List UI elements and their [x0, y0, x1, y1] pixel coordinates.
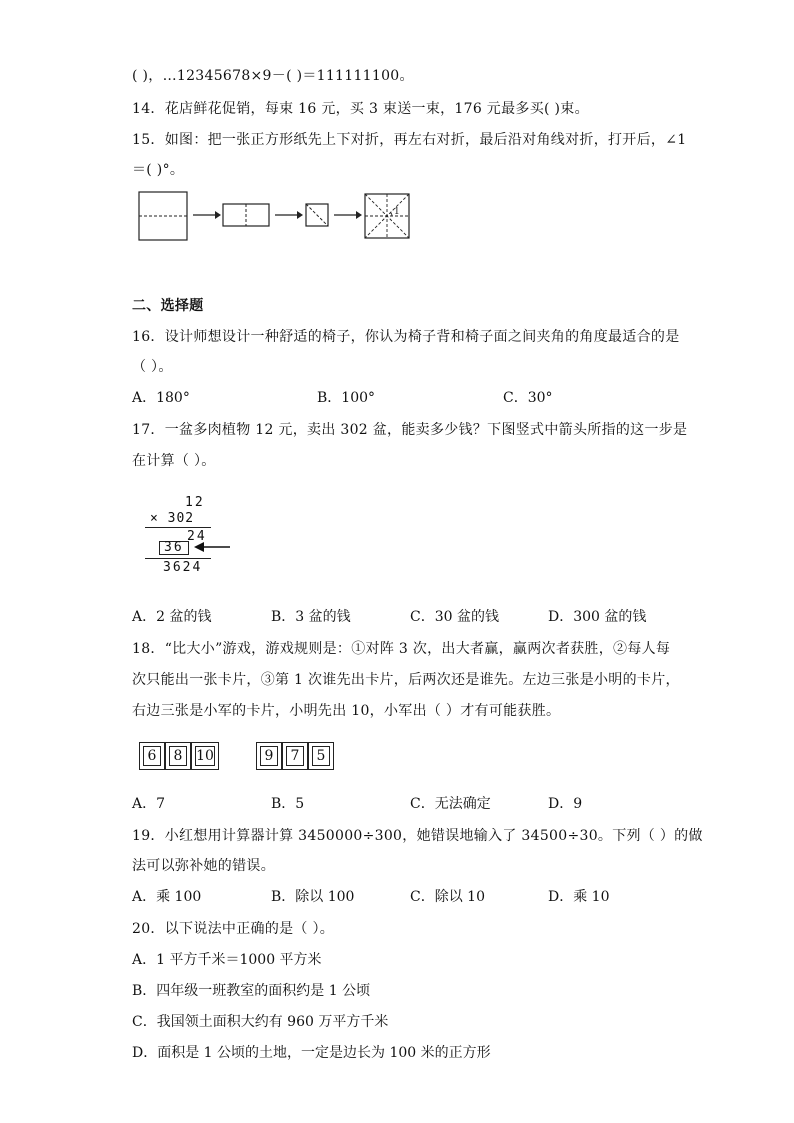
q14-text: 14．花店鲜花促销，每束 16 元，买 3 束送一束，176 元最多买( )束。 [132, 101, 589, 117]
q17-option-d: D．300 盆的钱 [548, 609, 647, 625]
q20-option-b: B．四年级一班教室的面积约是 1 公顷 [132, 983, 371, 999]
q13-tail-line: ( )，…12345678×9－( )＝111111100。 [132, 68, 414, 84]
paper-folding-figure [135, 188, 415, 244]
q20-option-a: A．1 平方千米＝1000 平方米 [132, 952, 322, 968]
q17-option-a: A．2 盆的钱 [132, 609, 212, 625]
q18-option-c: C．无法确定 [410, 796, 491, 812]
angle-1-label: 1 [394, 207, 400, 217]
card-xiaoming-1: 6 [139, 742, 165, 770]
arrow-icon-3 [334, 211, 362, 219]
q19-option-b: B．除以 100 [271, 889, 355, 905]
calc-partial-24: 24 [187, 529, 207, 544]
q17-option-b: B．3 盆的钱 [271, 609, 351, 625]
q18-option-d: D．9 [548, 796, 583, 812]
q20-option-c: C．我国领土面积大约有 960 万平方千米 [132, 1014, 389, 1030]
angle-1-arc [391, 213, 393, 217]
q18-option-b: B．5 [271, 796, 305, 812]
q19-option-c: C．除以 10 [410, 889, 485, 905]
card-xiaojun-1: 9 [256, 742, 282, 770]
left-arrow-icon [194, 541, 232, 553]
calc-multiplicand: 12 [185, 495, 205, 510]
arrow-icon-1 [193, 211, 221, 219]
q19-text-line1: 19．小红想用计算器计算 3450000÷300，她错误地输入了 34500÷30。下列（ ）的做 [132, 828, 703, 844]
q17-text-line2: 在计算（ ）。 [132, 453, 216, 469]
q18-text-line1: 18．“比大小”游戏，游戏规则是：①对阵 3 次，出大者赢，赢两次者获胜，②每人每 [132, 641, 671, 657]
q19-option-a: A．乘 100 [132, 889, 202, 905]
fold-line-diagonal [306, 204, 328, 226]
calc-multiplier: × 302 [150, 511, 195, 526]
q18-text-line3: 右边三张是小军的卡片，小明先出 10，小军出（ ）才有可能获胜。 [132, 703, 561, 719]
q18-text-line2: 次只能出一张卡片，③第 1 次谁先出卡片，后两次还是谁先。左边三张是小明的卡片， [132, 672, 680, 688]
q15-text-line2: ＝( )°。 [132, 162, 185, 178]
calc-partial-36: 36 [164, 540, 184, 555]
q17-text-line1: 17．一盆多肉植物 12 元，卖出 302 盆，能卖多少钱？下图竖式中箭头所指的这一步是 [132, 422, 688, 438]
q16-text-line2: （ ）。 [132, 359, 173, 375]
q16-text-line1: 16．设计师想设计一种舒适的椅子，你认为椅子背和椅子面之间夹角的角度最适合的是 [132, 329, 680, 345]
q20-text: 20．以下说法中正确的是（ ）。 [132, 921, 335, 937]
card-xiaojun-3: 5 [308, 742, 334, 770]
card-xiaojun-2: 7 [282, 742, 308, 770]
arrow-icon-2 [275, 211, 303, 219]
calc-product: 3624 [163, 560, 203, 575]
q16-option-a: A．180° [132, 390, 190, 406]
q19-option-d: D．乘 10 [548, 889, 610, 905]
q16-option-c: C．30° [503, 390, 553, 406]
q20-option-d: D．面积是 1 公顷的土地，一定是边长为 100 米的正方形 [132, 1045, 491, 1061]
card-xiaoming-3: 10 [191, 742, 219, 770]
q19-text-line2: 法可以弥补她的错误。 [132, 858, 275, 874]
calc-rule-2 [145, 558, 211, 559]
q18-option-a: A．7 [132, 796, 166, 812]
q16-option-b: B．100° [317, 390, 376, 406]
card-xiaoming-2: 8 [165, 742, 191, 770]
section-title-choice: 二、选择题 [132, 298, 204, 314]
q17-option-c: C．30 盆的钱 [410, 609, 499, 625]
calc-rule-1 [145, 527, 211, 528]
q15-text-line1: 15．如图：把一张正方形纸先上下对折，再左右对折，最后沿对角线对折，打开后，∠1 [132, 132, 687, 148]
